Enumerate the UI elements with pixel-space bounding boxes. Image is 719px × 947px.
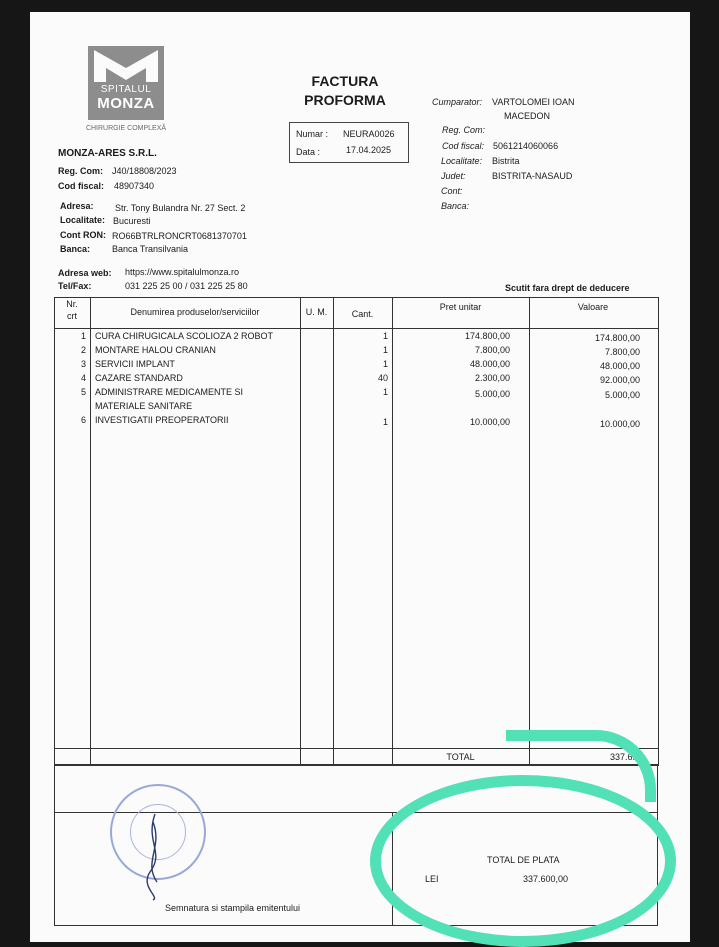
logo-m-shape xyxy=(88,46,164,86)
row-desc: ADMINISTRARE MEDICAMENTE SI xyxy=(95,387,244,397)
row-cant: 1 xyxy=(382,359,388,369)
row-nr: 1 xyxy=(80,331,86,341)
seller-cont-label: Cont RON: xyxy=(60,230,106,240)
currency-label: LEI xyxy=(425,874,439,884)
buyer-name-label: Cumparator: xyxy=(432,97,483,107)
header-crt: crt xyxy=(67,311,77,321)
row-valoare: 7.800,00 xyxy=(604,347,640,357)
logo-line2: MONZA xyxy=(97,95,155,112)
row-desc: MONTARE HALOU CRANIAN xyxy=(95,345,216,355)
seller-cont-value: RO66BTRLRONCRT0681370701 xyxy=(112,231,247,241)
row-valoare: 48.000,00 xyxy=(599,361,640,371)
buyer-loc-label: Localitate: xyxy=(441,156,483,166)
header-pret: Pret unitar xyxy=(439,302,482,312)
total-value: 337.6... xyxy=(609,752,640,762)
row-pret: 5.000,00 xyxy=(474,389,510,399)
row-valoare: 174.800,00 xyxy=(594,333,640,343)
buyer-loc-value: Bistrita xyxy=(492,156,520,166)
doc-title-line2: PROFORMA xyxy=(304,92,386,108)
buyer-regcom-label: Reg. Com: xyxy=(442,125,486,135)
signature-label: Semnatura si stampila emitentului xyxy=(165,903,301,913)
seller-adresa-label: Adresa: xyxy=(60,201,94,211)
row-cant: 1 xyxy=(382,345,388,355)
buyer-cf-value: 5061214060066 xyxy=(493,141,559,151)
vat-note: Scutit fara drept de deducere xyxy=(505,283,630,293)
numar-value: NEURA0026 xyxy=(343,129,395,139)
header-valoare: Valoare xyxy=(577,302,609,312)
buyer-cont-label: Cont: xyxy=(441,186,463,196)
header-um: U. M. xyxy=(305,307,328,317)
logo-tagline: CHIRURGIE COMPLEXĂ xyxy=(85,125,167,132)
row-cant: 1 xyxy=(382,331,388,341)
buyer-cf-label: Cod fiscal: xyxy=(442,141,485,151)
row-valoare: 92.000,00 xyxy=(599,375,640,385)
buyer-judet-label: Judet: xyxy=(441,171,466,181)
row-desc: CAZARE STANDARD xyxy=(95,373,183,383)
row-cant: 1 xyxy=(382,417,388,427)
seller-cf-value: 48907340 xyxy=(114,181,155,191)
row-valoare: 10.000,00 xyxy=(599,419,640,429)
row-nr: 3 xyxy=(80,359,86,369)
seller-regcom-value: J40/18808/2023 xyxy=(112,166,177,176)
seller-banca-label: Banca: xyxy=(60,244,91,254)
row-valoare: 5.000,00 xyxy=(604,390,640,400)
seller-banca-value: Banca Transilvania xyxy=(112,244,189,254)
numar-label: Numar : xyxy=(296,129,329,139)
row-pret: 174.800,00 xyxy=(464,331,510,341)
seller-web-label: Adresa web: xyxy=(58,268,112,278)
row-pret: 2.300,00 xyxy=(474,373,510,383)
seller-loc-label: Localitate: xyxy=(60,215,106,225)
header-cant: Cant. xyxy=(351,309,374,319)
row-nr: 5 xyxy=(80,387,86,397)
seller-tel-label: Tel/Fax: xyxy=(58,281,92,291)
row-cant: 1 xyxy=(382,387,388,397)
total-label: TOTAL xyxy=(446,752,475,762)
seller-name: MONZA-ARES S.R.L. xyxy=(58,148,157,159)
seller-cf-label: Cod fiscal: xyxy=(58,181,105,191)
seller-regcom-label: Reg. Com: xyxy=(58,166,103,176)
buyer-banca-label: Banca: xyxy=(441,201,470,211)
total-de-plata-label: TOTAL DE PLATA xyxy=(487,855,560,865)
seller-web-value: https://www.spitalulmonza.ro xyxy=(125,267,240,277)
buyer-name-2: MACEDON xyxy=(504,111,551,121)
data-label: Data : xyxy=(296,147,321,157)
row-nr: 2 xyxy=(80,345,86,355)
logo-line1: SPITALUL xyxy=(100,84,152,95)
row-pret: 7.800,00 xyxy=(474,345,510,355)
seller-loc-value: Bucuresti xyxy=(113,216,151,226)
seller-tel-value: 031 225 25 00 / 031 225 25 80 xyxy=(125,281,248,291)
row-pret: 48.000,00 xyxy=(469,359,510,369)
row-desc: INVESTIGATII PREOPERATORII xyxy=(95,415,229,425)
row-desc: CURA CHIRUGICALA SCOLIOZA 2 ROBOT xyxy=(95,331,274,341)
row-desc-cont: MATERIALE SANITARE xyxy=(95,401,193,411)
seller-adresa-value: Str. Tony Bulandra Nr. 27 Sect. 2 xyxy=(115,203,246,213)
total-de-plata-value: 337.600,00 xyxy=(523,874,569,884)
row-nr: 4 xyxy=(80,373,86,383)
header-denumire: Denumirea produselor/serviciilor xyxy=(130,307,260,317)
highlight-circle xyxy=(370,775,676,947)
buyer-name-1: VARTOLOMEI IOAN xyxy=(492,97,575,107)
buyer-judet-value: BISTRITA-NASAUD xyxy=(492,171,573,181)
header-nr: Nr. xyxy=(66,299,78,309)
hospital-logo xyxy=(88,46,164,120)
doc-title-line1: FACTURA xyxy=(311,73,379,89)
row-pret: 10.000,00 xyxy=(469,417,510,427)
row-desc: SERVICII IMPLANT xyxy=(95,359,175,369)
row-cant: 40 xyxy=(377,373,388,383)
row-nr: 6 xyxy=(80,415,86,425)
data-value: 17.04.2025 xyxy=(346,145,392,155)
signature xyxy=(135,812,180,902)
